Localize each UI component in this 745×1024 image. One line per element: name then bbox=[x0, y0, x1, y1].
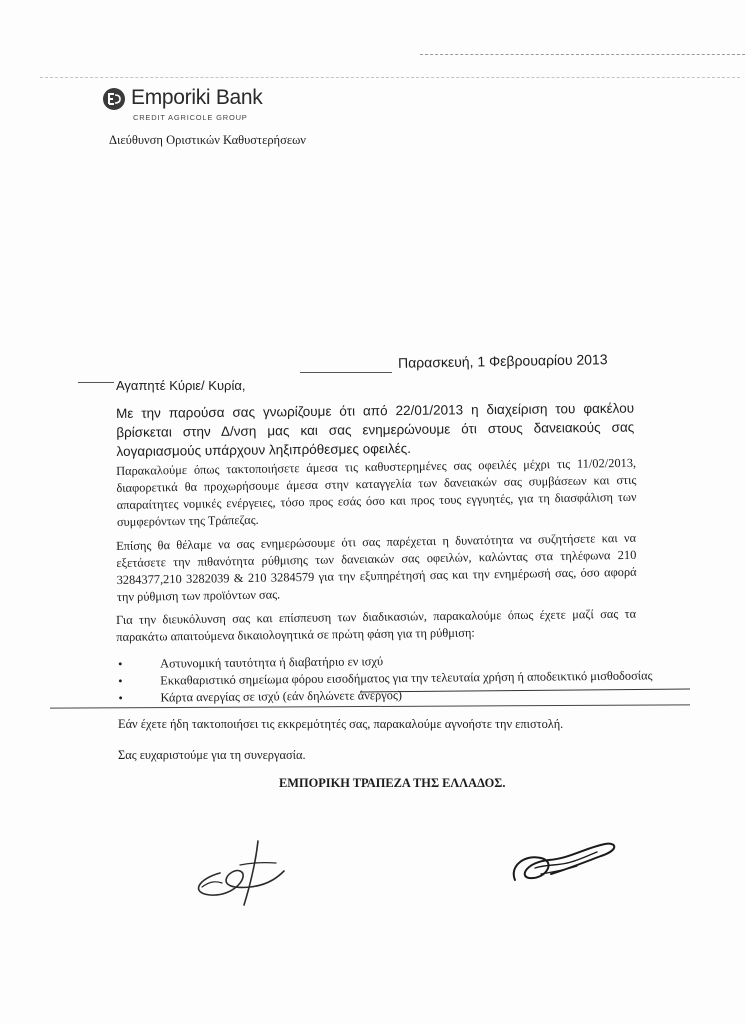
list-item-text: Κάρτα ανεργίας σε ισχύ (εάν δηλώνετε άνεργος) bbox=[160, 688, 403, 705]
scan-line-upper bbox=[40, 77, 740, 78]
paragraph-required-documents-intro: Για την διευκόλυνση σας και επίσπευση των διαδικασιών, παρακαλούμε όπως έχετε μαζί σας τα παρακάτω απαιτούμενα δικαιολογητικά σε πρώτη φάση για τη ρύθμιση: bbox=[116, 606, 637, 644]
paragraph-settlement-contact: Επίσης θα θέλαμε να σας ενημερώσουμε ότι σας παρέχεται η δυνατότητα να συζητήσετε και να εξετάσετε την πιθανότητα ρύθμισης των δανειακών σας οφειλών, καλώντας στα τηλέφωνα 210 3284377,210 3282039 & 210 3284579 για την εξυπηρέτησή σας και την ενημέρωσή σας, όσο αφορά την ρύθμιση των προϊόντων σας. bbox=[116, 530, 637, 604]
paragraph-payment-deadline: Παρακαλούμε όπως τακτοποιήσετε άμεσα τις καθυστερημένες σας οφειλές μέχρι τις 11/02/2013, διαφορετικά θα προχωρήσουμε άμεσα στην καταγγελία των δανειακών σας συμβάσεων και στις απαραίτητες νομικές ενέργειες, τόσο προς εσάς όσο και προς τους εγγυητές, για τη διασφάλιση των συμφερόντων της Τράπεζας. bbox=[116, 455, 637, 529]
closing-note: Εάν έχετε ήδη τακτοποιήσει τις εκκρεμότητές σας, παρακαλούμε αγνοήστε την επιστολή. bbox=[118, 717, 564, 731]
department-heading: Διεύθυνση Οριστικών Καθυστερήσεων bbox=[109, 133, 306, 147]
scan-line-date bbox=[300, 372, 392, 373]
list-item-text: Αστυνομική ταυτότητα ή διαβατήριο εν ισχύ bbox=[160, 654, 384, 671]
salutation: Αγαπητέ Κύριε/ Κυρία, bbox=[116, 378, 246, 393]
scan-line-top bbox=[420, 54, 745, 55]
signature-right bbox=[505, 830, 625, 895]
signature-left bbox=[180, 835, 300, 910]
thanks-line: Σας ευχαριστούμε για τη συνεργασία. bbox=[118, 748, 306, 762]
list-item-text: Εκκαθαριστικό σημείωμα φόρου εισοδήματος για την τελευταία χρήση ή αποδεικτικό μισθοδοσίας bbox=[160, 668, 653, 688]
sign-off: ΕΜΠΟΡΙΚΗ ΤΡΑΠΕΖΑ ΤΗΣ ΕΛΛΑΔΟΣ. bbox=[279, 776, 506, 790]
required-documents-list bbox=[118, 650, 659, 707]
emporiki-bank-emblem-icon bbox=[102, 87, 126, 111]
scan-line-salutation bbox=[78, 382, 114, 383]
bank-group-subtitle: CREDIT AGRICOLE GROUP bbox=[133, 113, 248, 122]
bullet-icon: • bbox=[118, 673, 123, 688]
letter-date: Παρασκευή, 1 Φεβρουαρίου 2013 bbox=[397, 351, 608, 371]
bank-name: Emporiki Bank bbox=[131, 86, 263, 109]
bank-logo bbox=[102, 86, 322, 126]
bullet-icon: • bbox=[118, 690, 123, 705]
bullet-icon: • bbox=[118, 656, 123, 671]
paragraph-file-transfer: Με την παρούσα σας γνωρίζουμε ότι από 22/01/2013 η διαχείριση του φακέλου βρίσκεται στην Δ/νση μας και σας ενημερώνουμε ότι στους δανειακούς σας λογαριασμούς υπάρχουν ληξιπρόθεσμες οφειλές. bbox=[116, 400, 635, 459]
